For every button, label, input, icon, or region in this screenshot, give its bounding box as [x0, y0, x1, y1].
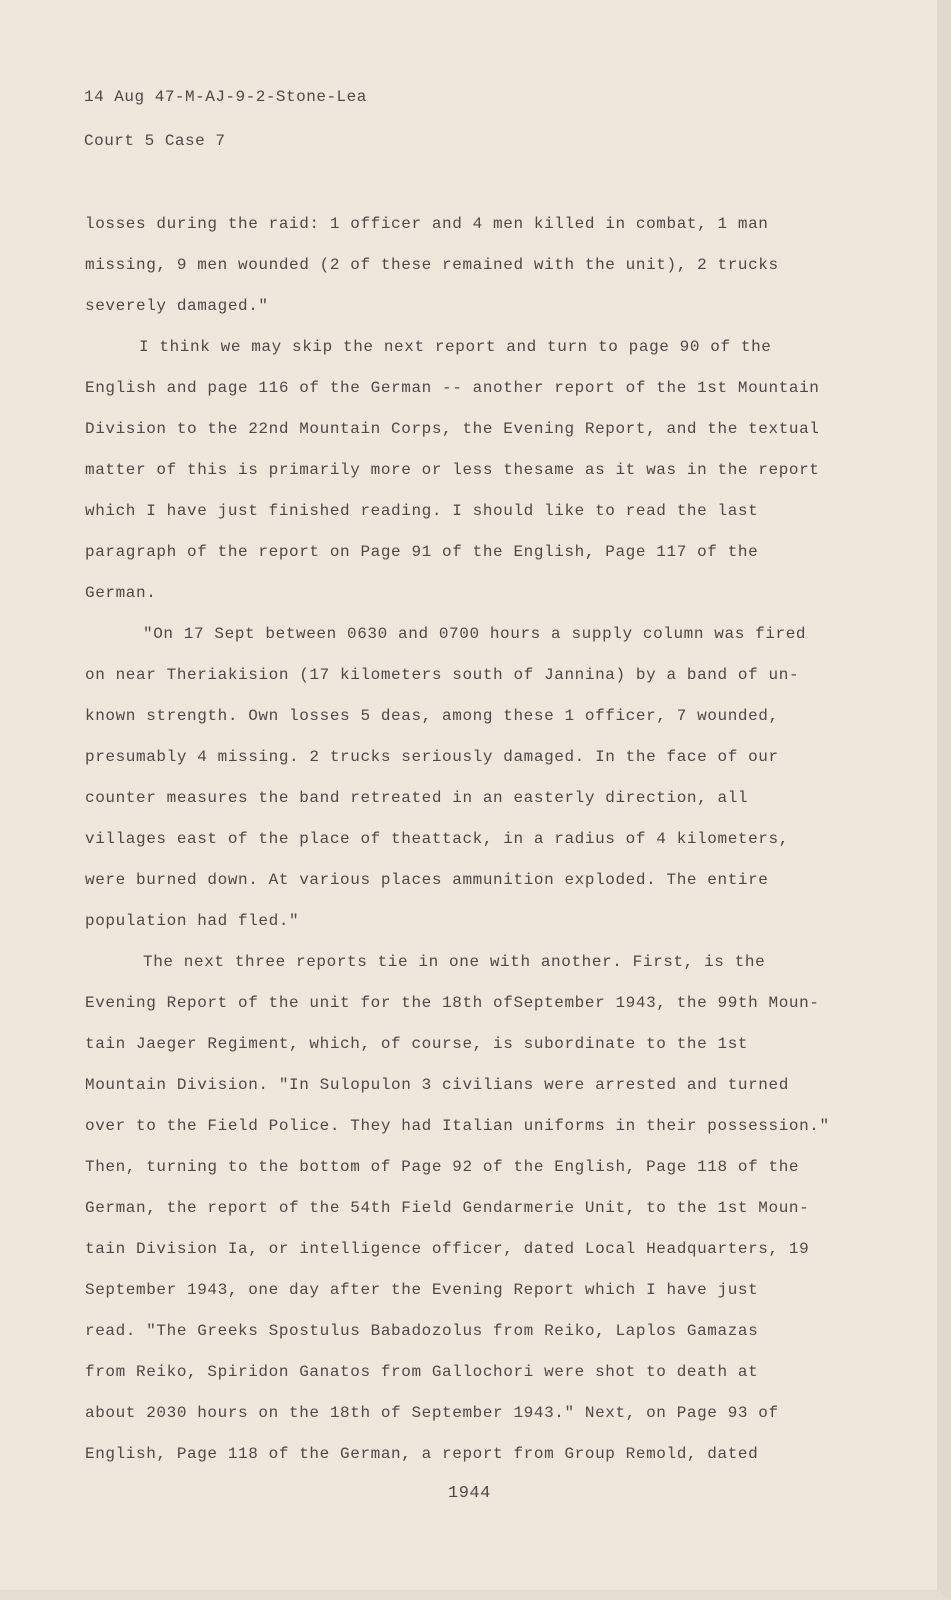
text-line: Evening Report of the unit for the 18th ofSeptember 1943, the 99th Moun- — [85, 994, 820, 1012]
text-line: I think we may skip the next report and turn to page 90 of the — [139, 338, 772, 356]
text-line: known strength. Own losses 5 deas, among these 1 officer, 7 wounded, — [85, 707, 779, 725]
text-line: tain Division Ia, or intelligence officer, dated Local Headquarters, 19 — [85, 1240, 810, 1258]
transcript-body — [85, 204, 845, 1475]
text-line: English, Page 118 of the German, a report from Group Remold, dated — [85, 1445, 759, 1463]
text-line: German, the report of the 54th Field Gendarmerie Unit, to the 1st Moun- — [85, 1199, 810, 1217]
text-line: severely damaged." — [85, 297, 269, 315]
text-line: were burned down. At various places ammunition exploded. The entire — [85, 871, 769, 889]
text-line: missing, 9 men wounded (2 of these remained with the unit), 2 trucks — [85, 256, 779, 274]
text-line: counter measures the band retreated in an easterly direction, all — [85, 789, 749, 807]
text-line: German. — [85, 584, 157, 602]
text-line: Division to the 22nd Mountain Corps, the Evening Report, and the textual — [85, 420, 820, 438]
text-line: September 1943, one day after the Evening Report which I have just — [85, 1281, 759, 1299]
text-line: population had fled." — [85, 912, 300, 930]
text-line: Then, turning to the bottom of Page 92 of the English, Page 118 of the — [85, 1158, 800, 1176]
text-line: presumably 4 missing. 2 trucks seriously damaged. In the face of our — [85, 748, 779, 766]
text-line: read. "The Greeks Spostulus Babadozolus from Reiko, Laplos Gamazas — [85, 1322, 759, 1340]
page-number: 1944 — [448, 1484, 491, 1503]
text-line: from Reiko, Spiridon Ganatos from Gallochori were shot to death at — [85, 1363, 759, 1381]
text-line: matter of this is primarily more or less thesame as it was in the report — [85, 461, 820, 479]
text-line: English and page 116 of the German -- another report of the 1st Mountain — [85, 379, 820, 397]
court-case-label: Court 5 Case 7 — [84, 132, 226, 150]
text-line: losses during the raid: 1 officer and 4 men killed in combat, 1 man — [85, 215, 769, 233]
text-line: "On 17 Sept between 0630 and 0700 hours a supply column was fired — [143, 625, 807, 643]
text-line: which I have just finished reading. I should like to read the last — [85, 502, 759, 520]
text-line: villages east of the place of theattack, in a radius of 4 kilometers, — [85, 830, 789, 848]
text-line: about 2030 hours on the 18th of September 1943." Next, on Page 93 of — [85, 1404, 779, 1422]
text-line: over to the Field Police. They had Italian uniforms in their possession." — [85, 1117, 830, 1135]
text-line: The next three reports tie in one with another. First, is the — [143, 953, 766, 971]
text-line: on near Theriakision (17 kilometers south of Jannina) by a band of un- — [85, 666, 800, 684]
document-reference: 14 Aug 47-M-AJ-9-2-Stone-Lea — [84, 88, 367, 106]
text-line: tain Jaeger Regiment, which, of course, is subordinate to the 1st — [85, 1035, 749, 1053]
text-line: Mountain Division. "In Sulopulon 3 civilians were arrested and turned — [85, 1076, 789, 1094]
text-line: paragraph of the report on Page 91 of the English, Page 117 of the — [85, 543, 759, 561]
